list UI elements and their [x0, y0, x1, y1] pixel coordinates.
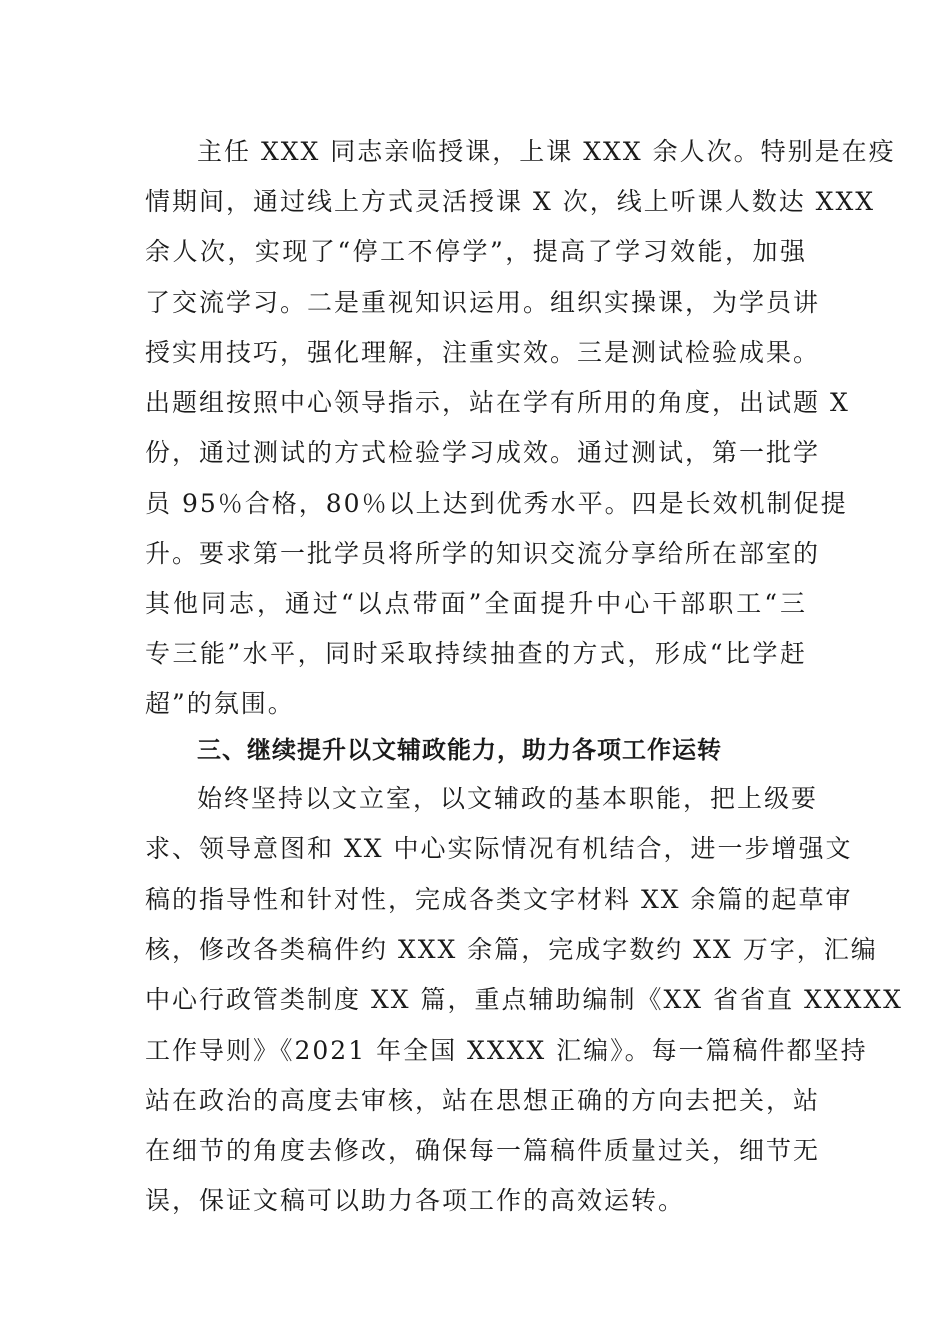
text-line: 了交流学习。二是重视知识运用。组织实操课，为学员讲: [145, 288, 821, 317]
text-line: 主任 XXX 同志亲临授课，上课 XXX 余人次。特别是在疫: [197, 137, 896, 166]
text-line: 站在政治的高度去审核，站在思想正确的方向去把关，站: [145, 1086, 821, 1115]
text-line: 工作导则》《2021 年全国 XXXX 汇编》。每一篇稿件都坚持: [145, 1036, 868, 1065]
text-line: 余人次，实现了“停工不停学”，提高了学习效能，加强: [145, 237, 807, 266]
text-line: 误，保证文稿可以助力各项工作的高效运转。: [145, 1186, 686, 1215]
text-line: 份，通过测试的方式检验学习成效。通过测试，第一批学: [145, 438, 821, 467]
section-heading: 三、继续提升以文辅政能力，助力各项工作运转: [197, 736, 722, 764]
text-line: 在细节的角度去修改，确保每一篇稿件质量过关，细节无: [145, 1136, 821, 1165]
text-line: 情期间，通过线上方式灵活授课 X 次，线上听课人数达 XXX: [145, 187, 876, 216]
text-line: 稿的指导性和针对性，完成各类文字材料 XX 余篇的起草审: [145, 885, 853, 914]
text-line: 求、领导意图和 XX 中心实际情况有机结合，进一步增强文: [145, 834, 853, 863]
text-line: 核，修改各类稿件约 XXX 余篇，完成字数约 XX 万字，汇编: [145, 935, 878, 964]
text-line: 中心行政管类制度 XX 篇，重点辅助编制《XX 省省直 XXXXX: [145, 985, 903, 1014]
text-line: 其他同志，通过“以点带面”全面提升中心干部职工“三: [145, 589, 807, 618]
text-line: 授实用技巧，强化理解，注重实效。三是测试检验成果。: [145, 338, 821, 367]
text-line: 出题组按照中心领导指示，站在学有所用的角度，出试题 X: [145, 388, 850, 417]
text-line: 始终坚持以文立室，以文辅政的基本职能，把上级要: [197, 784, 819, 813]
text-line: 升。要求第一批学员将所学的知识交流分享给所在部室的: [145, 539, 821, 568]
text-line: 专三能”水平，同时采取持续抽查的方式，形成“比学赶: [145, 639, 807, 668]
text-line: 员 95％合格，80％以上达到优秀水平。四是长效机制促提: [145, 489, 848, 518]
text-line: 超”的氛围。: [145, 689, 295, 718]
